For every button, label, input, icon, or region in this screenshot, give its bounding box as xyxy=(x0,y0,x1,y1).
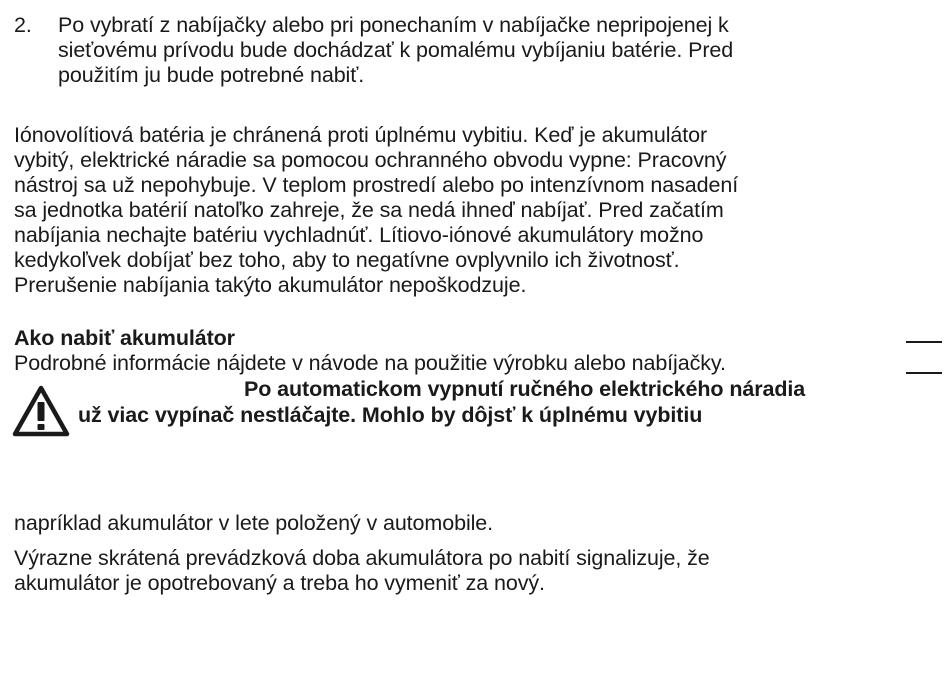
item-number: 2. xyxy=(14,13,32,37)
section-heading: Ako nabiť akumulátor xyxy=(14,326,235,350)
warning-notice xyxy=(12,377,912,437)
item-line-1: Po vybratí z nabíjačky alebo pri ponechaním v nabíjačke nepripojenej k xyxy=(58,13,729,37)
paragraph-line-4: sa jednotka batérií natoľko zahreje, že sa nedá ihneď nabíjať. Pred začatím xyxy=(14,198,724,222)
warning-triangle-icon xyxy=(12,385,70,437)
tail-line-1: napríklad akumulátor v lete položený v automobile. xyxy=(14,511,494,535)
paragraph-line-6: kedykoľvek dobíjať bez toho, aby to negatívne ovplyvnilo ich životnosť. xyxy=(14,248,680,272)
margin-mark-1 xyxy=(906,341,942,343)
item-line-2: sieťovému prívodu bude dochádzať k pomalému vybíjaniu batérie. Pred xyxy=(58,38,734,62)
item-line-3: použitím ju bude potrebné nabiť. xyxy=(58,63,365,87)
warning-line-1: Po automatickom vypnutí ručného elektrického náradia xyxy=(244,377,806,401)
warning-line-2: už viac vypínač nestláčajte. Mohlo by dôjsť k úplnému vybitiu xyxy=(78,403,703,427)
paragraph-line-1: Iónovolítiová batéria je chránená proti úplnému vybitiu. Keď je akumulátor xyxy=(14,123,708,147)
tail-line-3: akumulátor je opotrebovaný a treba ho vymeniť za nový. xyxy=(14,571,545,595)
battery-protection-paragraph xyxy=(14,123,914,298)
paragraph-line-7: Prerušenie nabíjania takýto akumulátor nepoškodzuje. xyxy=(14,273,527,297)
tail-line-2: Výrazne skrátená prevádzková doba akumulátora po nabití signalizuje, že xyxy=(14,546,710,570)
margin-mark-2 xyxy=(906,372,942,374)
paragraph-line-5: nabíjania nechajte batériu vychladnúť. Lítiovo-iónové akumulátory možno xyxy=(14,223,704,247)
paragraph-line-2: vybitý, elektrické náradie sa pomocou ochranného obvodu vypne: Pracovný xyxy=(14,148,727,172)
paragraph-line-3: nástroj sa už nepohybuje. V teplom prostredí alebo po intenzívnom nasadení xyxy=(14,173,739,197)
info-line: Podrobné informácie nájdete v návode na použitie výrobku alebo nabíjačky. xyxy=(14,351,726,375)
